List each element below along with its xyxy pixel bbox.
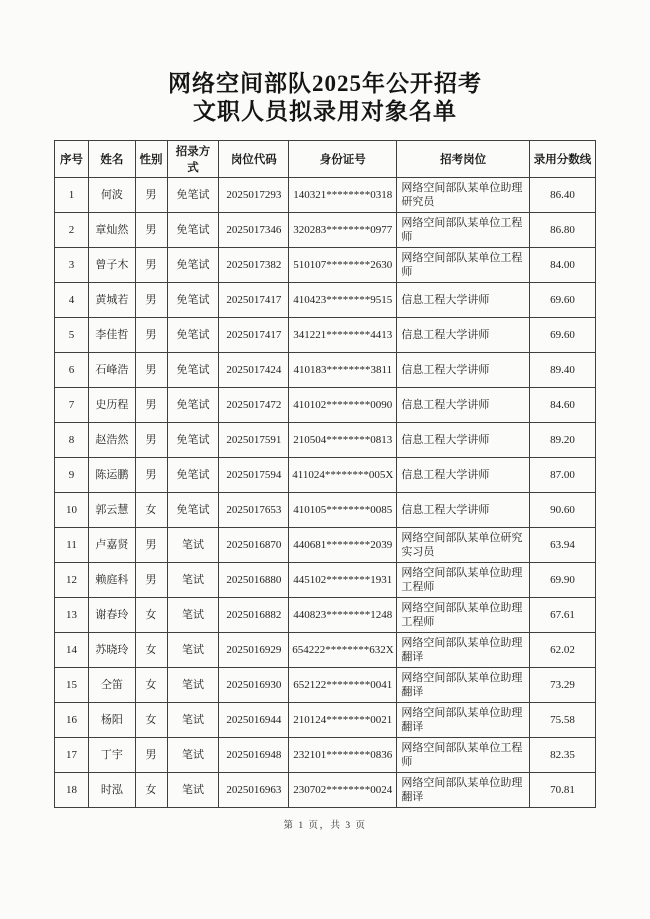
cell-recruit-method: 笔试	[167, 738, 219, 773]
page-footer: 第 1 页，共 3 页	[283, 821, 367, 832]
cell-position-code: 2025016948	[219, 738, 289, 773]
cell-score-line: 63.94	[529, 528, 595, 563]
table-row	[55, 703, 596, 738]
cell-serial-number: 18	[55, 773, 89, 808]
cell-serial-number: 10	[55, 493, 89, 528]
cell-name: 时泓	[89, 773, 136, 808]
header-name: 姓名	[89, 141, 136, 178]
cell-id-number: 232101********0836	[289, 738, 397, 773]
cell-id-number: 445102********1931	[289, 563, 397, 598]
cell-score-line: 84.60	[529, 388, 595, 423]
table-row	[55, 773, 596, 808]
cell-name: 卢嘉贤	[89, 528, 136, 563]
cell-name: 苏晓玲	[89, 633, 136, 668]
cell-id-number: 230702********0024	[289, 773, 397, 808]
cell-position: 网络空间部队某单位工程师	[397, 248, 530, 283]
table-body	[55, 178, 596, 808]
cell-position-code: 2025017382	[219, 248, 289, 283]
table-row	[55, 598, 596, 633]
cell-score-line: 90.60	[529, 493, 595, 528]
document-title	[0, 70, 650, 126]
cell-gender: 男	[135, 423, 167, 458]
cell-recruit-method: 笔试	[167, 598, 219, 633]
header-gender: 性别	[135, 141, 167, 178]
cell-id-number: 440681********2039	[289, 528, 397, 563]
cell-position-code: 2025016880	[219, 563, 289, 598]
cell-gender: 男	[135, 458, 167, 493]
cell-gender: 男	[135, 738, 167, 773]
header-id-number: 身份证号	[289, 141, 397, 178]
cell-serial-number: 5	[55, 318, 89, 353]
cell-id-number: 410423********9515	[289, 283, 397, 318]
cell-serial-number: 4	[55, 283, 89, 318]
cell-serial-number: 16	[55, 703, 89, 738]
cell-position-code: 2025016882	[219, 598, 289, 633]
cell-serial-number: 6	[55, 353, 89, 388]
cell-position-code: 2025016963	[219, 773, 289, 808]
cell-id-number: 510107********2630	[289, 248, 397, 283]
cell-score-line: 89.40	[529, 353, 595, 388]
cell-recruit-method: 笔试	[167, 563, 219, 598]
table-row	[55, 213, 596, 248]
table-row	[55, 388, 596, 423]
header-score-line: 录用分数线	[529, 141, 595, 178]
cell-position: 信息工程大学讲师	[397, 353, 530, 388]
cell-name: 赵浩然	[89, 423, 136, 458]
cell-score-line: 67.61	[529, 598, 595, 633]
cell-recruit-method: 免笔试	[167, 388, 219, 423]
cell-score-line: 84.00	[529, 248, 595, 283]
cell-id-number: 341221********4413	[289, 318, 397, 353]
cell-position: 信息工程大学讲师	[397, 493, 530, 528]
cell-serial-number: 8	[55, 423, 89, 458]
table-row	[55, 283, 596, 318]
cell-position-code: 2025016930	[219, 668, 289, 703]
cell-recruit-method: 免笔试	[167, 213, 219, 248]
cell-id-number: 210504********0813	[289, 423, 397, 458]
cell-position-code: 2025017472	[219, 388, 289, 423]
cell-recruit-method: 笔试	[167, 703, 219, 738]
cell-position: 网络空间部队某单位研究实习员	[397, 528, 530, 563]
cell-position-code: 2025017293	[219, 178, 289, 213]
cell-position: 网络空间部队某单位助理翻译	[397, 773, 530, 808]
cell-score-line: 75.58	[529, 703, 595, 738]
cell-id-number: 410102********0090	[289, 388, 397, 423]
table-row	[55, 528, 596, 563]
cell-score-line: 86.80	[529, 213, 595, 248]
cell-gender: 男	[135, 563, 167, 598]
cell-position: 网络空间部队某单位助理翻译	[397, 668, 530, 703]
cell-score-line: 70.81	[529, 773, 595, 808]
cell-position-code: 2025017424	[219, 353, 289, 388]
cell-recruit-method: 免笔试	[167, 353, 219, 388]
cell-name: 章灿然	[89, 213, 136, 248]
cell-id-number: 652122********0041	[289, 668, 397, 703]
cell-serial-number: 7	[55, 388, 89, 423]
cell-position-code: 2025017417	[219, 318, 289, 353]
title-line-2: 文职人员拟录用对象名单	[193, 99, 457, 125]
header-position-code: 岗位代码	[219, 141, 289, 178]
cell-score-line: 69.60	[529, 318, 595, 353]
cell-gender: 女	[135, 598, 167, 633]
cell-position: 网络空间部队某单位助理翻译	[397, 703, 530, 738]
table-row	[55, 738, 596, 773]
cell-recruit-method: 笔试	[167, 633, 219, 668]
cell-score-line: 62.02	[529, 633, 595, 668]
cell-position: 网络空间部队某单位助理工程师	[397, 598, 530, 633]
table-row	[55, 178, 596, 213]
cell-name: 李佳哲	[89, 318, 136, 353]
table-row	[55, 248, 596, 283]
cell-name: 陈运鹏	[89, 458, 136, 493]
table-row	[55, 493, 596, 528]
cell-gender: 男	[135, 388, 167, 423]
cell-position: 信息工程大学讲师	[397, 458, 530, 493]
cell-score-line: 69.60	[529, 283, 595, 318]
cell-gender: 男	[135, 318, 167, 353]
cell-recruit-method: 笔试	[167, 773, 219, 808]
cell-recruit-method: 免笔试	[167, 423, 219, 458]
cell-recruit-method: 免笔试	[167, 458, 219, 493]
cell-position: 网络空间部队某单位工程师	[397, 213, 530, 248]
cell-position-code: 2025017653	[219, 493, 289, 528]
cell-name: 仝笛	[89, 668, 136, 703]
table-header-row	[55, 141, 596, 178]
cell-gender: 男	[135, 213, 167, 248]
cell-serial-number: 14	[55, 633, 89, 668]
cell-name: 黄城若	[89, 283, 136, 318]
cell-serial-number: 15	[55, 668, 89, 703]
cell-gender: 女	[135, 703, 167, 738]
cell-serial-number: 17	[55, 738, 89, 773]
cell-score-line: 87.00	[529, 458, 595, 493]
cell-gender: 男	[135, 353, 167, 388]
table-row	[55, 353, 596, 388]
cell-recruit-method: 免笔试	[167, 318, 219, 353]
cell-gender: 女	[135, 633, 167, 668]
cell-position: 网络空间部队某单位助理翻译	[397, 633, 530, 668]
cell-recruit-method: 免笔试	[167, 493, 219, 528]
cell-position-code: 2025017346	[219, 213, 289, 248]
cell-position: 信息工程大学讲师	[397, 318, 530, 353]
cell-gender: 男	[135, 178, 167, 213]
cell-name: 史历程	[89, 388, 136, 423]
cell-recruit-method: 笔试	[167, 668, 219, 703]
table-row	[55, 423, 596, 458]
cell-serial-number: 1	[55, 178, 89, 213]
cell-score-line: 73.29	[529, 668, 595, 703]
cell-recruit-method: 笔试	[167, 528, 219, 563]
title-line-1: 网络空间部队2025年公开招考	[168, 71, 482, 96]
cell-name: 赖庭科	[89, 563, 136, 598]
cell-id-number: 210124********0021	[289, 703, 397, 738]
cell-name: 谢春玲	[89, 598, 136, 633]
cell-position: 信息工程大学讲师	[397, 423, 530, 458]
cell-id-number: 410183********3811	[289, 353, 397, 388]
cell-position: 信息工程大学讲师	[397, 388, 530, 423]
header-serial-number: 序号	[55, 141, 89, 178]
table-row	[55, 563, 596, 598]
cell-score-line: 89.20	[529, 423, 595, 458]
cell-position-code: 2025016929	[219, 633, 289, 668]
cell-id-number: 654222********632X	[289, 633, 397, 668]
cell-name: 何波	[89, 178, 136, 213]
cell-gender: 女	[135, 493, 167, 528]
cell-position: 网络空间部队某单位工程师	[397, 738, 530, 773]
cell-gender: 女	[135, 668, 167, 703]
cell-serial-number: 9	[55, 458, 89, 493]
recruitment-roster-table	[54, 140, 596, 808]
cell-recruit-method: 免笔试	[167, 283, 219, 318]
cell-id-number: 410105********0085	[289, 493, 397, 528]
header-position: 招考岗位	[397, 141, 530, 178]
cell-id-number: 140321********0318	[289, 178, 397, 213]
table-row	[55, 458, 596, 493]
cell-recruit-method: 免笔试	[167, 248, 219, 283]
cell-id-number: 320283********0977	[289, 213, 397, 248]
cell-name: 杨阳	[89, 703, 136, 738]
cell-position: 网络空间部队某单位助理研究员	[397, 178, 530, 213]
cell-position-code: 2025016944	[219, 703, 289, 738]
cell-gender: 男	[135, 528, 167, 563]
cell-position-code: 2025016870	[219, 528, 289, 563]
cell-serial-number: 13	[55, 598, 89, 633]
cell-name: 石峰浩	[89, 353, 136, 388]
cell-position-code: 2025017417	[219, 283, 289, 318]
cell-score-line: 69.90	[529, 563, 595, 598]
cell-gender: 男	[135, 283, 167, 318]
cell-position-code: 2025017594	[219, 458, 289, 493]
table-row	[55, 318, 596, 353]
cell-position: 信息工程大学讲师	[397, 283, 530, 318]
cell-recruit-method: 免笔试	[167, 178, 219, 213]
cell-serial-number: 3	[55, 248, 89, 283]
cell-score-line: 82.35	[529, 738, 595, 773]
cell-position-code: 2025017591	[219, 423, 289, 458]
table-row	[55, 668, 596, 703]
header-recruit-method: 招录方式	[167, 141, 219, 178]
cell-gender: 女	[135, 773, 167, 808]
cell-gender: 男	[135, 248, 167, 283]
cell-position: 网络空间部队某单位助理工程师	[397, 563, 530, 598]
cell-serial-number: 11	[55, 528, 89, 563]
cell-id-number: 411024********005X	[289, 458, 397, 493]
cell-id-number: 440823********1248	[289, 598, 397, 633]
cell-name: 丁宇	[89, 738, 136, 773]
cell-name: 郭云慧	[89, 493, 136, 528]
cell-serial-number: 2	[55, 213, 89, 248]
cell-serial-number: 12	[55, 563, 89, 598]
cell-name: 曾子木	[89, 248, 136, 283]
cell-score-line: 86.40	[529, 178, 595, 213]
table-row	[55, 633, 596, 668]
